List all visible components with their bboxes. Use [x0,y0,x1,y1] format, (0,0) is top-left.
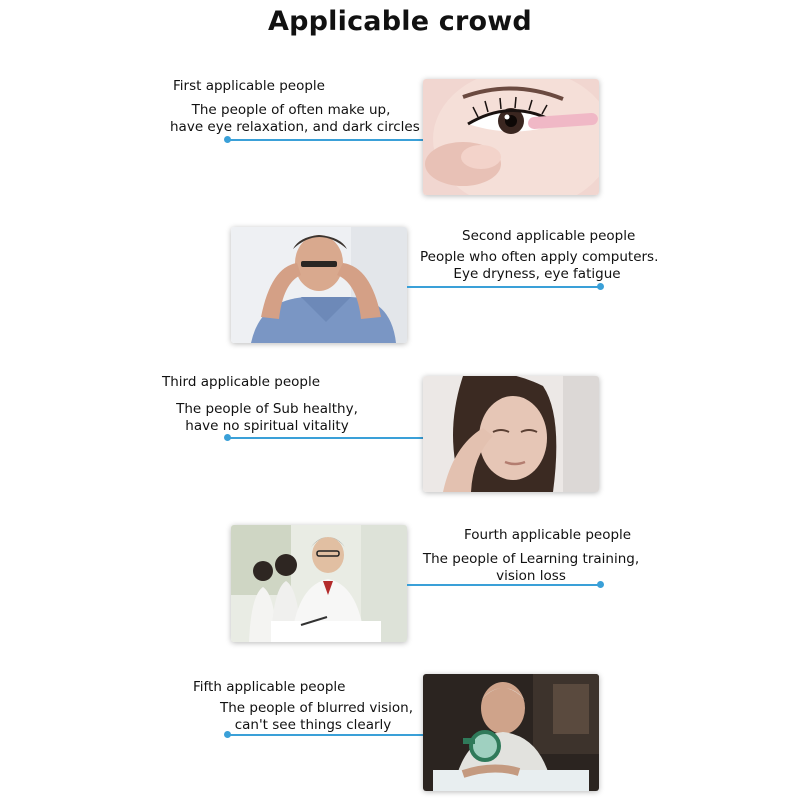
connector-line [228,734,423,736]
section-heading: Fourth applicable people [464,527,632,543]
tired-man-photo [231,227,407,343]
section-description [170,102,420,136]
section-heading: Third applicable people [162,374,321,390]
section-description [162,401,372,435]
description-line: The people of often make up, [191,102,391,118]
section-description [416,551,646,585]
connector-line [228,437,423,439]
section-third [0,372,800,492]
section-heading: Second applicable people [462,228,636,244]
section-heading: Fifth applicable people [193,679,346,695]
description-line: The people of Sub healthy, [176,401,358,417]
elderly-magnifier-photo [423,674,599,791]
connector-line [228,139,423,141]
section-fourth [0,522,800,642]
section-heading: First applicable people [173,78,325,94]
description-line: The people of blurred vision, [220,700,413,716]
connector-dot [597,283,604,290]
description-line: Eye dryness, eye fatigue [453,266,621,282]
section-description [420,249,659,283]
section-description [220,700,413,734]
tired-woman-photo [423,376,599,492]
description-line: can't see things clearly [234,717,392,733]
description-line: have no spiritual vitality [185,418,349,434]
page-title: Applicable crowd [268,6,532,37]
students-photo [231,525,407,642]
section-second [0,224,800,344]
section-fifth [0,674,800,798]
connector-line [407,286,600,288]
description-line: The people of Learning training, [422,551,640,567]
section-first [0,76,800,196]
description-line: vision loss [496,568,566,584]
eye-makeup-photo [423,79,599,195]
description-line: People who often apply computers. [420,249,659,265]
description-line: have eye relaxation, and dark circles [170,119,420,135]
